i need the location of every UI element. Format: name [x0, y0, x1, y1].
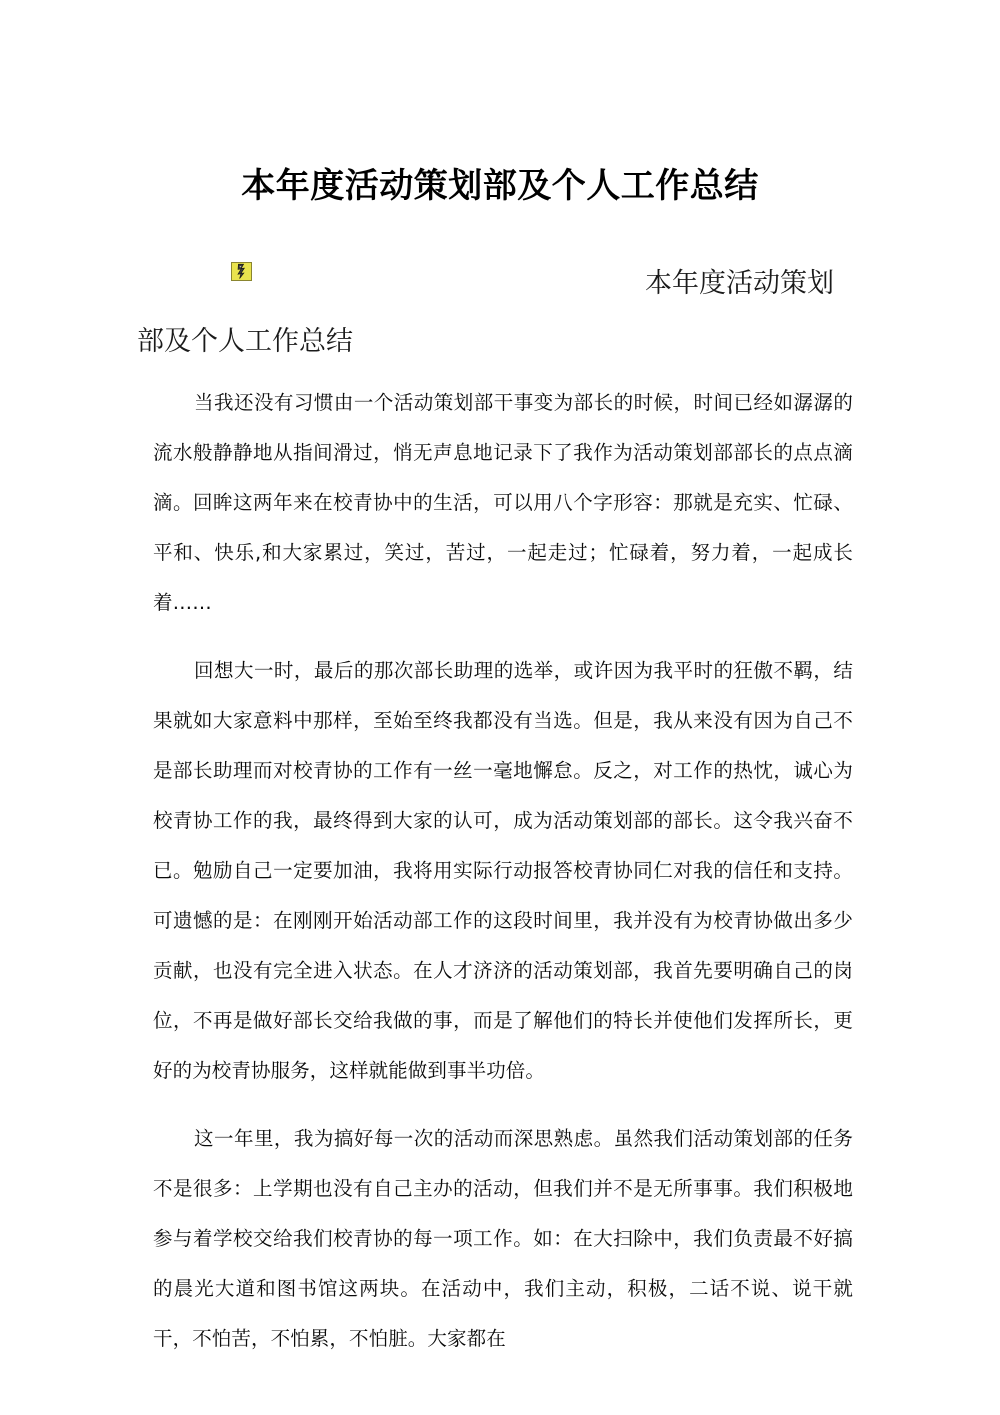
subheading-block [137, 255, 852, 371]
body-paragraph: 这一年里，我为搞好每一次的活动而深思熟虑。虽然我们活动策划部的任务不是很多：上学期也没有自己主办的活动，但我们并不是无所事事。我们积极地参与着学校交给我们校青协的每一项工作。如：在大扫除中，我们负责最不好搞的晨光大道和图书馆这两块。在活动中，我们主动，积极，二话不说、说干就干，不怕苦，不怕累，不怕脏。大家都在 [153, 1127, 853, 1350]
body-paragraph: 回想大一时，最后的那次部长助理的选举，或许因为我平时的狂傲不羁，结果就如大家意料中那样，至始至终我都没有当选。但是，我从来没有因为自己不是部长助理而对校青协的工作有一丝一毫地懈怠。反之，对工作的热忱，诚心为校青协工作的我，最终得到大家的认可，成为活动策划部的部长。这令我兴奋不已。勉励自己一定要加油，我将用实际行动报答校青协同仁对我的信任和支持。可遗憾的是：在刚刚开始活动部工作的这段时间里，我并没有为校青协做出多少贡献，也没有完全进入状态。在人才济济的活动策划部，我首先要明确自己的岗位，不再是做好部长交给我做的事，而是了解他们的特长并使他们发挥所长，更好的为校青协服务，这样就能做到事半功倍。 [153, 659, 853, 1082]
subheading-second-row [137, 313, 852, 371]
body-paragraph: 当我还没有习惯由一个活动策划部干事变为部长的时候，时间已经如潺潺的流水般静静地从指间滑过，悄无声息地记录下了我作为活动策划部部长的点点滴滴。回眸这两年来在校青协中的生活，可以用八个字形容：那就是充实、忙碌、平和、快乐,和大家累过，笑过，苦过，一起走过；忙碌着，努力着，一起成长着…… [153, 391, 853, 614]
subheading-first-row [137, 255, 852, 313]
subheading-line-2: 部及个人工作总结 [137, 326, 353, 357]
document-body [153, 378, 853, 1364]
page-title: 本年度活动策划部及个人工作总结 [241, 165, 759, 206]
broken-image-icon [231, 262, 252, 281]
subheading-line-1: 本年度活动策划 [645, 268, 834, 299]
